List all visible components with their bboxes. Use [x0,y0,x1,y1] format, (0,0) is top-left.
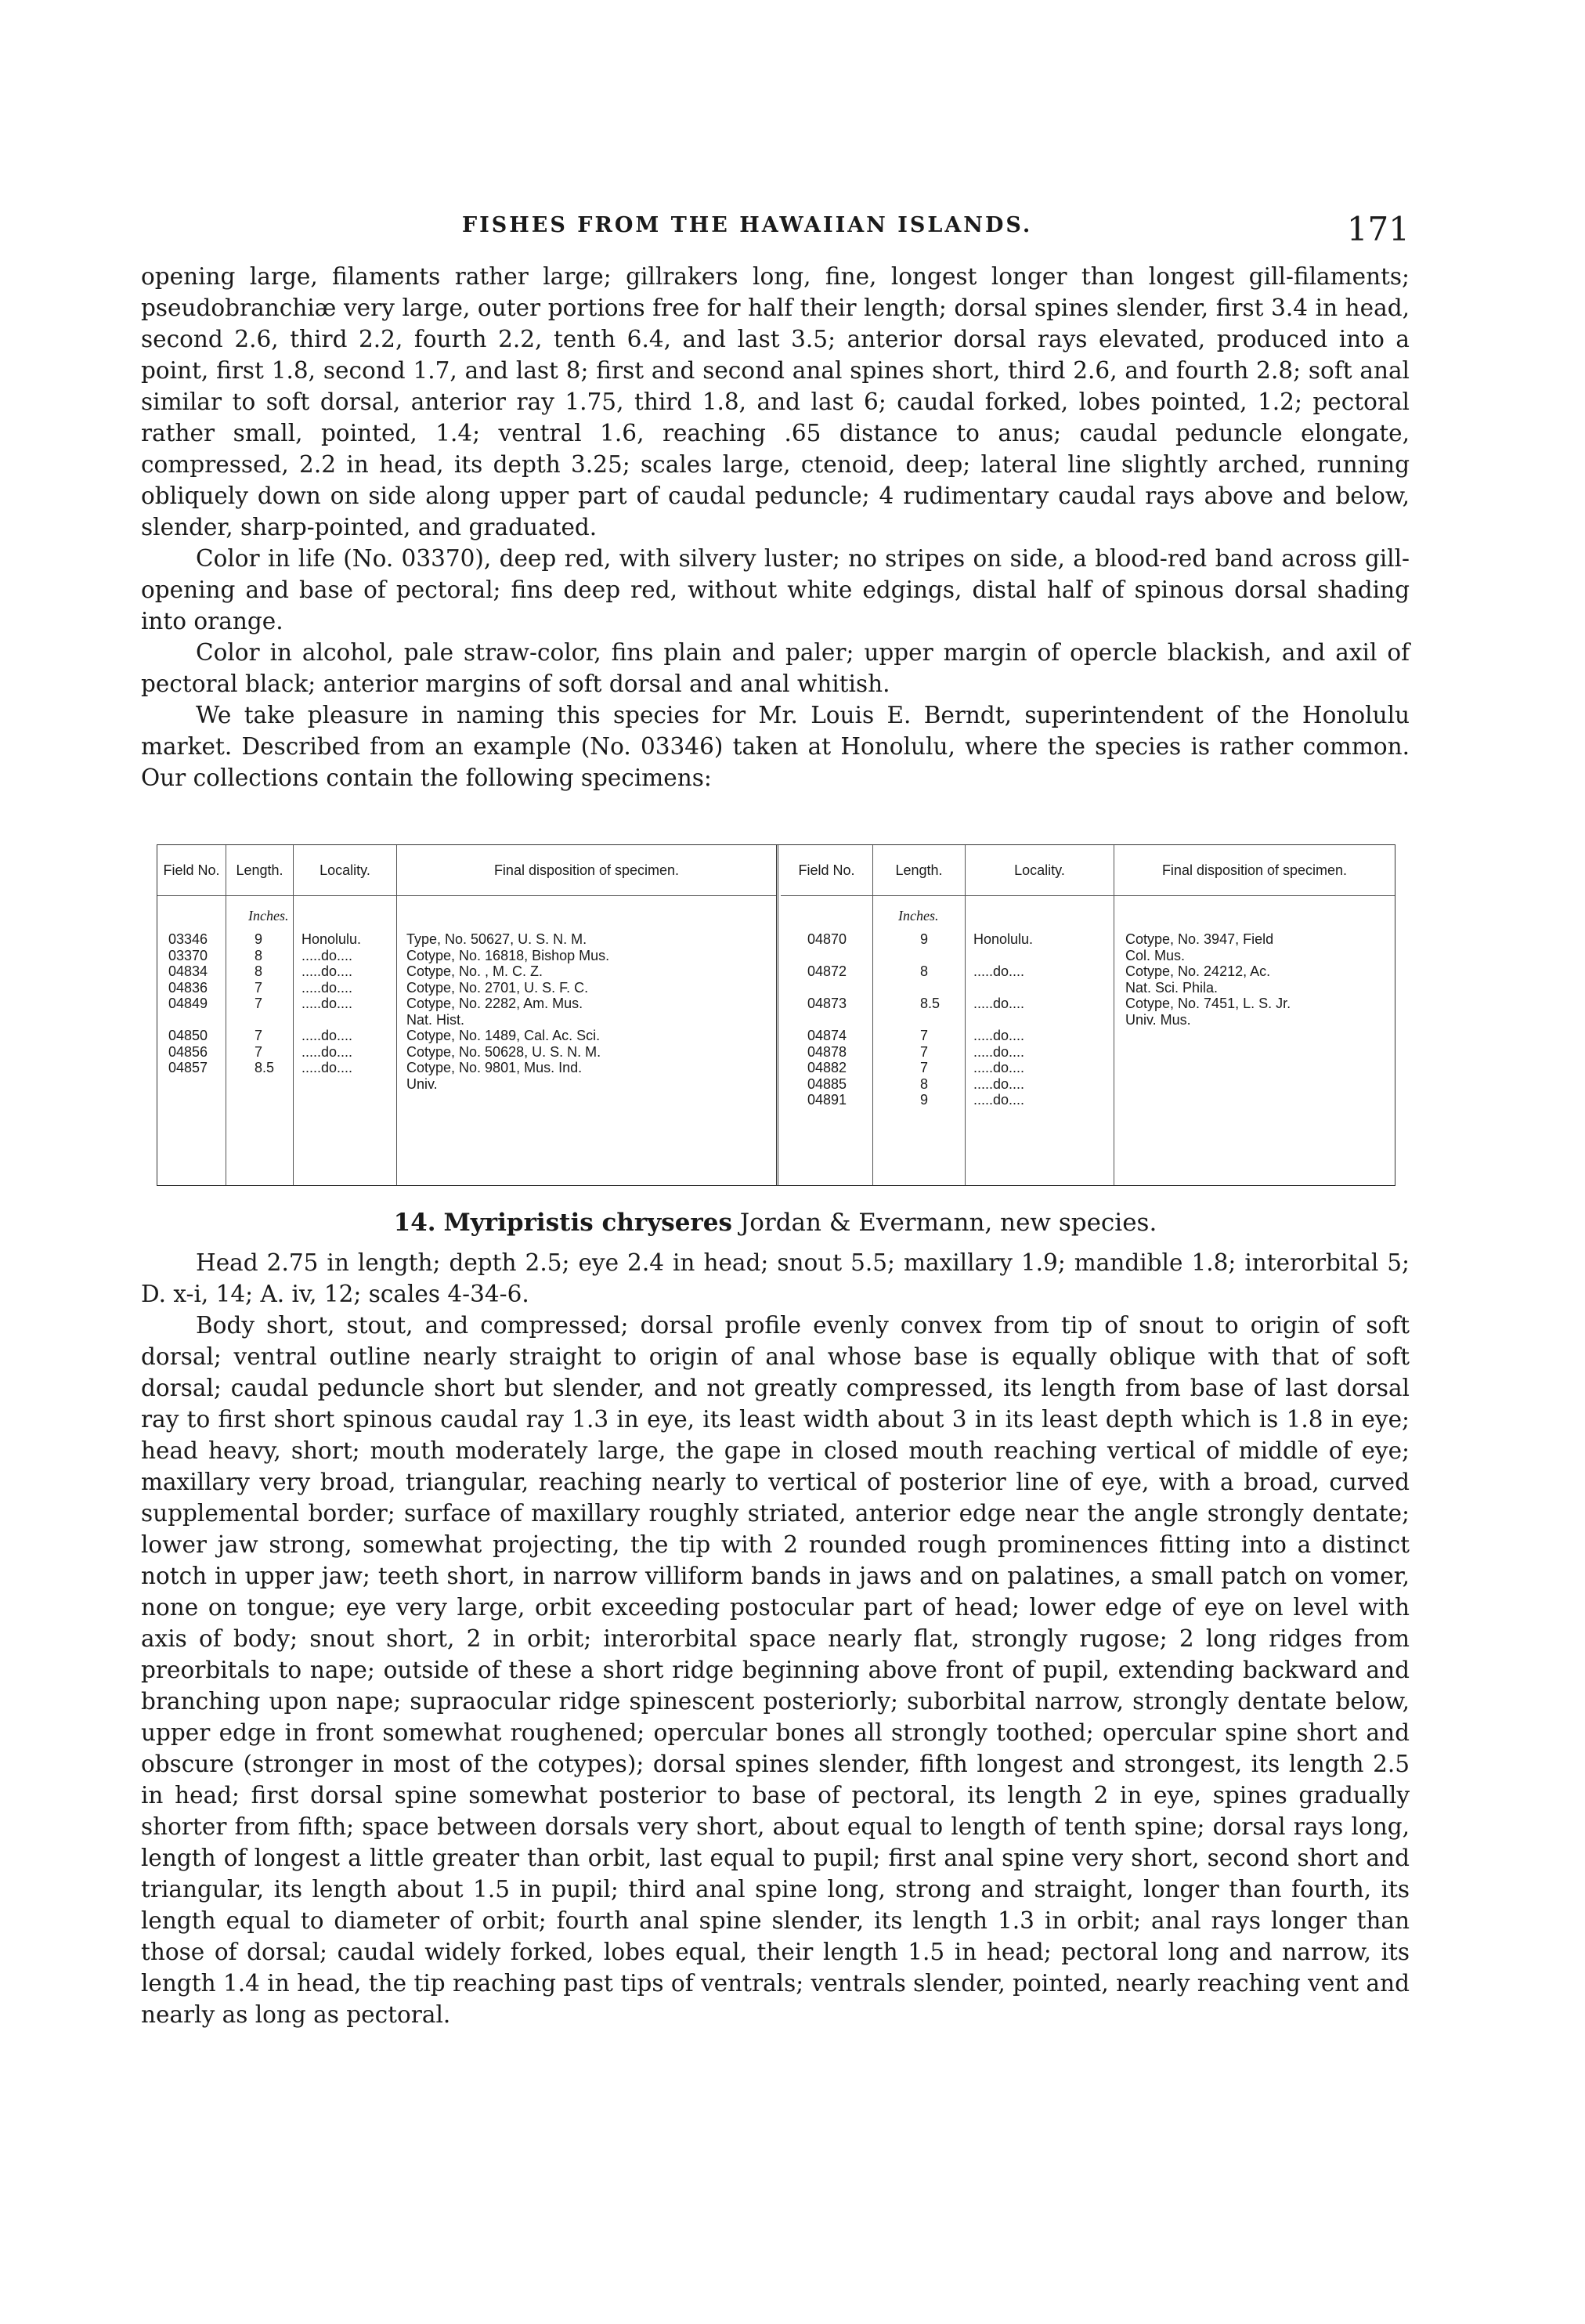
cell-length: 8 [255,963,263,979]
cell-field: 03346 [168,931,208,947]
cell-length: 9 [920,1092,929,1108]
header-locality: Locality. [294,845,397,895]
cell-locality: .....do.... [973,963,1025,979]
cell-locality: .....do.... [301,1028,353,1043]
table-row [157,1028,776,1044]
table-row [781,980,1395,996]
length-units-label: Inches. [898,908,939,923]
cell-field: 04849 [168,996,208,1011]
paragraph: We take pleasure in naming this species for Mr. Louis E. Berndt, superintendent of the Honolulu market. Described from an example (No. 03346) taken at Honolulu, where the species is rather common. Our collections contain the following specimens: [141,702,1410,791]
cell-field: 04857 [168,1060,208,1075]
paragraph: opening large, filaments rather large; gillrakers long, fine, longest longer than longest gill-filaments; pseudobranchiæ very large, outer portions free for half their length; dorsal spines slender, first 3.4 in head, second 2.6, third 2.2, fourth 2.2, tenth 6.4, and last 3.5; anterior dorsal rays elevated, produced into a point, first 1.8, second 1.7, and last 8; first and second anal spines short, third 2.6, and fourth 2.8; soft anal similar to soft dorsal, anterior ray 1.75, third 1.8, and last 6; caudal forked, lobes pointed, 1.2; pectoral rather small, pointed, 1.4; ventral 1.6, reaching .65 distance to anus; caudal peduncle elongate, compressed, 2.2 in head, its depth 3.25; scales large, ctenoid, deep; lateral line slightly arched, running obliquely down on side along upper part of caudal peduncle; 4 rudimentary caudal rays above and below, slender, sharp-pointed, and graduated. [141,263,1410,540]
cell-field: 04873 [807,996,847,1011]
table-row [781,1028,1395,1044]
cell-disposition: Col. Mus. [1125,947,1186,963]
table-row [781,1060,1395,1076]
cell-field: 04874 [807,1028,847,1043]
cell-disposition: Cotype, No. 7451, L. S. Jr. [1125,996,1291,1011]
cell-disposition: Cotype, No. 3947, Field [1125,931,1274,947]
table-row [157,1060,776,1076]
table-row [781,1012,1395,1028]
cell-length: 8 [255,947,263,963]
length-units-label: Inches. [248,908,289,923]
species-authors: Jordan & Evermann, new species. [739,1209,1157,1237]
table-row [157,1012,776,1028]
cell-locality: Honolulu. [301,931,362,947]
cell-disposition: Cotype, No. , M. C. Z. [406,963,543,979]
cell-locality: .....do.... [973,1092,1025,1108]
cell-field: 04834 [168,963,208,979]
table-body-right [781,931,1395,1108]
cell-length: 7 [920,1043,929,1060]
running-title: FISHES FROM THE HAWAIIAN ISLANDS. [462,213,1033,237]
cell-disposition: Type, No. 50627, U. S. N. M. [406,931,587,947]
cell-locality: .....do.... [301,1043,353,1060]
table-row [781,996,1395,1012]
cell-disposition: Univ. Mus. [1125,1011,1191,1028]
cell-disposition: Cotype, No. 2282, Am. Mus. [406,996,583,1011]
species-name: Myripristis chryseres [443,1209,732,1237]
body-text-before-table [141,261,1410,793]
cell-locality: .....do.... [301,947,353,963]
cell-length: 8 [920,963,929,979]
table-row [157,996,776,1012]
table-row [157,931,776,948]
table-row [781,963,1395,980]
cell-length: 7 [255,979,263,996]
header-field-no: Field No. [157,845,226,895]
table-header-row [157,845,776,896]
cell-locality: .....do.... [301,996,353,1011]
cell-disposition: Cotype, No. 16818, Bishop Mus. [406,947,610,963]
cell-disposition: Cotype, No. 1489, Cal. Ac. Sci. [406,1028,601,1043]
cell-field: 04891 [807,1092,847,1108]
header-disposition: Final disposition of specimen. [1161,862,1348,878]
cell-disposition: Cotype, No. 50628, U. S. N. M. [406,1043,601,1060]
cell-length: 7 [920,1028,929,1043]
table-row [781,948,1395,964]
table-body-left [157,931,776,1092]
cell-disposition: Cotype, No. 24212, Ac. [1125,963,1271,979]
cell-length: 7 [255,1028,263,1043]
cell-length: 9 [920,931,929,947]
cell-field: 04856 [168,1043,208,1060]
table-row [157,963,776,980]
cell-field: 04872 [807,963,847,979]
cell-locality: Honolulu. [973,931,1034,947]
cell-field: 04870 [807,931,847,947]
table-row [781,1076,1395,1093]
paragraph: Color in life (No. 03370), deep red, with silvery luster; no stripes on side, a blood-red band across gill-opening and base of pectoral; fins deep red, without white edgings, distal half of spinous dorsal shading into orange. [141,545,1410,634]
cell-locality: .....do.... [301,1060,353,1075]
cell-length: 7 [255,996,263,1011]
cell-length: 7 [920,1060,929,1075]
header-length: Length. [873,845,966,895]
paragraph: Head 2.75 in length; depth 2.5; eye 2.4 in head; snout 5.5; maxillary 1.9; mandible 1.8; interorbital 5; D. x-i, 14; A. iv, 12; scales 4-34-6. [141,1249,1410,1307]
cell-disposition: Cotype, No. 2701, U. S. F. C. [406,979,589,996]
cell-locality: .....do.... [973,996,1025,1011]
cell-length: 9 [255,931,263,947]
header-field-no: Field No. [781,845,873,895]
cell-locality: .....do.... [973,1028,1025,1043]
cell-field: 04885 [807,1075,847,1092]
species-number: 14. [393,1209,436,1237]
table-row [781,931,1395,948]
table-right-half [781,845,1395,1185]
table-row [157,980,776,996]
species-description [141,1247,1410,2030]
cell-locality: .....do.... [973,1043,1025,1060]
cell-locality: .....do.... [301,963,353,979]
cell-disposition: Cotype, No. 9801, Mus. Ind. [406,1060,583,1075]
cell-disposition: Univ. [406,1075,438,1092]
cell-locality: .....do.... [973,1075,1025,1092]
cell-field: 04878 [807,1043,847,1060]
table-header-row [781,845,1395,896]
table-left-half [157,845,778,1185]
header-disposition: Final disposition of specimen. [493,862,680,878]
cell-length: 8.5 [920,996,941,1011]
table-row [781,1044,1395,1061]
cell-length: 8.5 [255,1060,275,1075]
cell-field: 04850 [168,1028,208,1043]
header-locality: Locality. [966,845,1114,895]
cell-field: 04882 [807,1060,847,1075]
cell-field: 04836 [168,979,208,996]
cell-locality: .....do.... [973,1060,1025,1075]
paragraph: Body short, stout, and compressed; dorsal profile evenly convex from tip of snout to origin of soft dorsal; ventral outline nearly straight to origin of anal whose base is equally oblique with that of soft dorsal; caudal peduncle short but slender, and not greatly compressed, its length from base of last dorsal ray to first short spinous caudal ray 1.3 in eye, its least width about 3 in its least depth which is 1.8 in eye; head heavy, short; mouth moderately large, the gape in closed mouth reaching vertical of middle of eye; maxillary very broad, triangular, reaching nearly to vertical of posterior line of eye, with a broad, curved supplemental border; surface of maxillary roughly striated, anterior edge near the angle strongly dentate; lower jaw strong, somewhat projecting, the tip with 2 rounded rough prominences fitting into a distinct notch in upper jaw; teeth short, in narrow villiform bands in jaws and on palatines, a small patch on vomer, none on tongue; eye very large, orbit exceeding postocular part of head; lower edge of eye on level with axis of body; snout short, 2 in orbit; interorbital space nearly flat, strongly rugose; 2 long ridges from preorbitals to nape; outside of these a short ridge beginning above front of pupil, extending backward and branching upon nape; supraocular ridge spinescent posteriorly; suborbital narrow, strongly dentate below, upper edge in front somewhat roughened; opercular bones all strongly toothed; opercular spine short and obscure (stronger in most of the cotypes); dorsal spines slender, fifth longest and strongest, its length 2.5 in head; first dorsal spine somewhat posterior to base of pectoral, its length 2 in eye, spines gradually shorter from fifth; space between dorsals very short, about equal to length of tenth spine; dorsal rays long, length of longest a little greater than orbit, last equal to pupil; first anal spine very short, second short and triangular, its length about 1.5 in pupil; third anal spine long, strong and straight, longer than fourth, its length equal to diameter of orbit; fourth anal spine slender, its length 1.3 in orbit; anal rays longer than those of dorsal; caudal widely forked, lobes equal, their length 1.5 in head; pectoral long and narrow, its length 1.4 in head, the tip reaching past tips of ventrals; ventrals slender, pointed, nearly reaching vent and nearly as long as pectoral. [141,1312,1410,2028]
cell-length: 8 [920,1075,929,1092]
cell-locality: .....do.... [301,979,353,996]
species-heading [141,1207,1410,1238]
header-length: Length. [226,845,294,895]
table-row [157,1076,776,1093]
cell-field: 03370 [168,947,208,963]
cell-disposition: Nat. Hist. [406,1011,465,1028]
table-row [781,1092,1395,1108]
cell-disposition: Nat. Sci. Phila. [1125,979,1219,996]
specimen-table [157,844,1395,1186]
page-number: 171 [1346,210,1410,248]
page-header [141,210,1410,249]
table-row [157,948,776,964]
paragraph: Color in alcohol, pale straw-color, fins plain and paler; upper margin of opercle blackish, and axil of pectoral black; anterior margins of soft dorsal and anal whitish. [141,639,1410,697]
cell-length: 7 [255,1043,263,1060]
table-row [157,1044,776,1061]
